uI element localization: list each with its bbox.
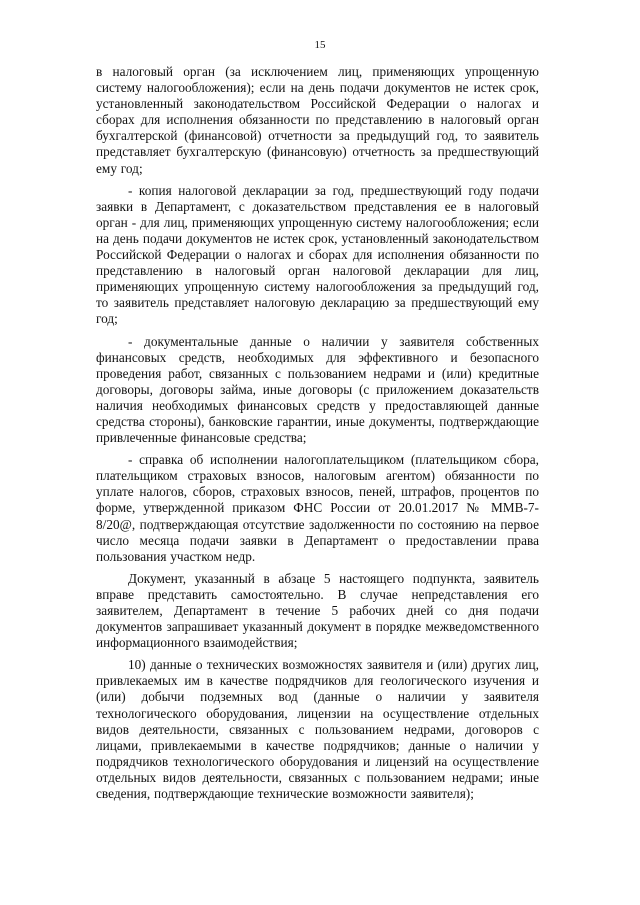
document-body: [96, 64, 539, 808]
paragraph-technical-capabilities: 10) данные о технических возможностях заявителя и (или) других лиц, привлекаемых им в качестве подрядчиков для геологического изучения и (или) добычи подземных вод (данные о наличии у заявителя технологического оборудования, лицензии на осуществление отдельных видов деятельности, связанных с пользованием недрами, договоров с лицами, привлекаемыми в качестве подрядчиков; данные о наличии у подрядчиков технологического оборудования и лицензий на осуществление отдельных видов деятельности, связанных с пользованием недрами; иные сведения, подтверждающие технические возможности заявителя);: [96, 657, 539, 802]
paragraph-document-note: Документ, указанный в абзаце 5 настоящего подпункта, заявитель вправе представить самостоятельно. В случае непредставления его заявителем, Департамент в течение 5 рабочих дней со дня подачи документов запрашивает указанный документ в порядке межведомственного информационного взаимодействия;: [96, 570, 539, 651]
paragraph-tax-declaration: - копия налоговой декларации за год, предшествующий году подачи заявки в Департамент, с доказательством представления ее в налоговый орган - для лиц, применяющих упрощенную систему налогообложения; если на день подачи документов не истек срок, установленный законодательством Российской Федерации о налогах и сборах для исполнения обязанности по представлению в налоговый орган налоговой декларации для лиц, применяющих упрощенную систему налогообложения за предыдущий год, то заявитель представляет налоговую декларацию за предшествующий ему год;: [96, 182, 539, 327]
paragraph-continuation: в налоговый орган (за исключением лиц, применяющих упрощенную систему налогообложения); если на день подачи документов не истек срок, установленный законодательством Российской Федерации о налогах и сборах для исполнения обязанности по представлению в налоговый орган бухгалтерской (финансовой) отчетности за предыдущий год, то заявитель представляет бухгалтерскую (финансовую) отчетность за предшествующий ему год;: [96, 64, 539, 176]
paragraph-financial-means: - документальные данные о наличии у заявителя собственных финансовых средств, необходимых для эффективного и безопасного проведения работ, связанных с пользованием недрами и (или) кредитные договоры, договоры займа, иные договоры (с приложением доказательств наличия необходимых финансовых средств у предоставляющей данные средства стороны), банковские гарантии, иные документы, подтверждающие привлеченные финансовые средства;: [96, 333, 539, 446]
page-number: 15: [314, 39, 326, 51]
paragraph-tax-certificate: - справка об исполнении налогоплательщиком (плательщиком сбора, плательщиком страховых взносов, налоговым агентом) обязанности по уплате налогов, сборов, страховых взносов, пеней, штрафов, процентов по форме, утвержденной приказом ФНС России от 20.01.2017 № ММВ-7-8/20@, подтверждающая отсутствие задолженности по состоянию на первое число месяца подачи заявки в Департамент о предоставлении права пользования участком недр.: [96, 452, 539, 564]
